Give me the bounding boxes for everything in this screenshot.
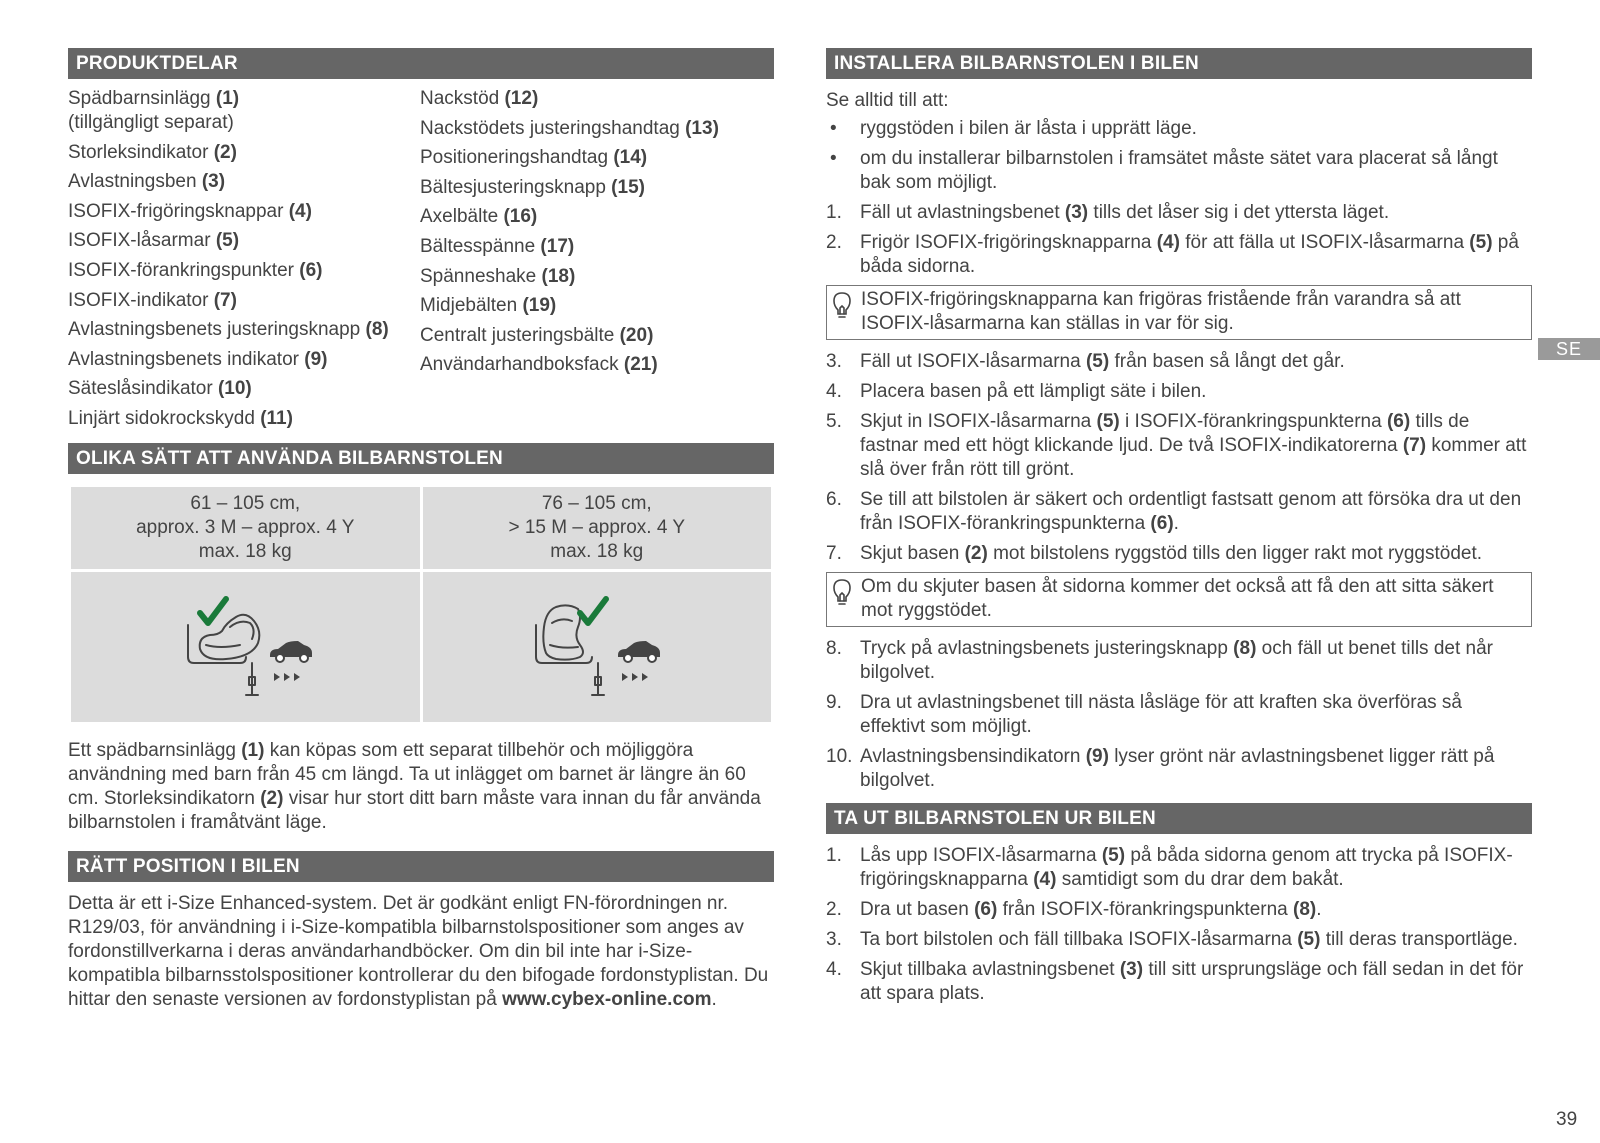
car-icon [618,641,660,662]
part-name: Axelbälte [420,206,504,228]
part-number: (15) [611,176,645,198]
part-number: (7) [213,289,237,311]
step-item [826,410,1532,482]
text-fragment: Lås upp ISOFIX-låsarmarna [860,845,1102,866]
part-number: (20) [619,324,654,346]
step-text [860,691,1532,739]
part-item [420,235,774,259]
usage-size: 76 – 105 cm, [541,492,652,514]
step-text [860,745,1532,793]
step-number: 2. [826,232,842,253]
note-isofix-release [826,285,1532,340]
text-fragment: Skjut basen [860,543,965,564]
part-number: (10) [217,378,252,400]
text-fragment: . [711,988,717,1010]
install-steps-3-7 [826,350,1532,566]
step-text [860,928,1532,952]
bold-text: (5) [1469,232,1493,253]
text-fragment: för att fälla ut ISOFIX-låsarmarna [1179,232,1470,253]
part-item [68,259,420,283]
part-number: (1) [215,88,240,109]
step-text [860,542,1532,566]
text-fragment: mot bilstolens ryggstöd tills den ligger rakt mot ryggstödet. [987,543,1483,564]
step-item [826,898,1532,922]
step-text [860,488,1532,536]
bold-text: (3) [1119,959,1144,980]
part-name: Midjebälten [420,295,523,317]
step-number: 5. [826,411,842,432]
bold-text: (8) [1233,638,1257,659]
part-name: Avlastningsben [68,171,202,193]
part-item [420,176,774,200]
car-icon [270,641,312,662]
direction-arrows-icon [274,673,300,681]
text-fragment: på båda sidorna. [860,232,1519,277]
bold-text: (7) [1402,435,1427,456]
step-number: 1. [826,845,842,866]
usage-cell-rearward-text [70,485,422,570]
part-number: (17) [540,235,575,257]
part-item [420,87,774,111]
section-header-ta-ut: TA UT BILBARNSTOLEN UR BILEN [826,803,1532,834]
install-steps-8-10 [826,637,1532,793]
part-name: Bältesjusteringsknapp [420,176,612,198]
usage-age: approx. 3 M – approx. 4 Y [136,516,355,538]
step-item [826,958,1532,1006]
part-item [68,289,420,313]
part-number: (12) [504,88,539,109]
rearward-facing-seat-illustration [170,587,320,707]
part-item [68,348,420,372]
note-side-push [826,572,1532,627]
step-number: 4. [826,959,842,980]
step-item [826,637,1532,685]
usage-cell-forward-text [421,485,773,570]
text-fragment: och fäll ut benet tills det når bilgolvet. [860,638,1493,683]
bold-text: (5) [1297,929,1321,950]
bold-text: (2) [260,787,284,809]
text-fragment: till deras transportläge. [1320,929,1518,950]
text-fragment: Skjut tillbaka avlastningsbenet [860,959,1120,980]
part-name: Spädbarnsinlägg [68,88,216,109]
part-number: (2) [213,141,237,163]
step-item [826,745,1532,793]
lightbulb-icon [831,288,861,336]
part-name: Nackstödets justeringshandtag [420,117,686,139]
part-name: ISOFIX-förankringspunkter [68,259,300,281]
step-number: 3. [826,351,842,372]
step-number: 8. [826,638,842,659]
part-item [420,205,774,229]
step-text [860,410,1532,482]
step-number: 2. [826,899,842,920]
part-number: (21) [623,354,658,376]
step-text [860,231,1532,279]
part-item [68,141,420,165]
text-fragment: Avlastningsbensindikatorn [860,746,1086,767]
note-text: Om du skjuter basen åt sidorna kommer det också att få den att sitta säkert mot ryggstödet. [861,576,1494,621]
text-fragment: Skjut in ISOFIX-låsarmarna [860,411,1097,432]
text-fragment: visar hur stort ditt barn måste vara innan du får använda bilbarnstolen i framåtvänt läge. [68,787,761,833]
part-item [68,87,420,135]
bold-text: (9) [1085,746,1109,767]
parts-list [68,87,774,437]
note-text: ISOFIX-frigöringsknapparna kan frigöras fristående från varandra så att ISOFIX-låsarmarna kan ställas in var för sig. [861,289,1461,334]
part-number: (14) [613,147,648,169]
part-item [68,170,420,194]
step-item [826,928,1532,952]
step-number: 4. [826,381,842,402]
text-fragment: till sitt ursprungsläge och fäll sedan in det för att spara plats. [860,959,1524,1004]
bold-text: www.cybex-online.com [502,988,712,1010]
parts-column-1 [68,87,420,437]
text-fragment: tills de fastnar med ett högt klickande ljud. De två ISOFIX-indikatorerna [860,411,1470,456]
step-item [826,488,1532,536]
part-item [420,324,774,348]
part-item [420,146,774,170]
section-header-produktdelar: PRODUKTDELAR [68,48,774,79]
part-item [68,318,420,342]
bold-text: (3) [1064,202,1089,223]
bullet-text [860,147,1532,195]
direction-arrows-icon [622,673,648,681]
step-text [860,637,1532,685]
usage-cell-forward-image [421,570,773,723]
removal-steps [826,844,1532,1006]
text-fragment: i ISOFIX-förankringspunkterna [1119,411,1387,432]
part-item [68,200,420,224]
install-steps-1-2 [826,201,1532,279]
bold-text: (8) [1293,899,1317,920]
usage-table [68,484,774,725]
step-number: 9. [826,692,842,713]
part-number: (11) [260,407,293,429]
text-fragment: kommer att slå över från rött till grönt. [860,435,1527,480]
step-number: 10. [826,746,853,767]
text-fragment: kan köpas som ett separat tillbehör och möjliggöra användning med barn från 45 cm längd. Ta ut inlägget om barnet är längre än 60 cm. Storleksindikatorn [68,739,746,809]
text-fragment: Placera basen på ett lämpligt säte i bilen. [860,381,1207,402]
bullet-text [860,117,1532,141]
step-number: 7. [826,543,842,564]
part-name: Linjärt sidokrockskydd [68,407,261,429]
step-text [860,898,1532,922]
bold-text: (2) [964,543,988,564]
part-name: Användarhandboksfack [420,354,624,376]
left-column [68,48,774,1012]
text-fragment: på båda sidorna genom att trycka på ISOFIX-frigöringsknapparna [860,845,1513,890]
bold-text: (5) [1085,351,1110,372]
bullet-item [826,117,1532,141]
text-fragment: lyser grönt när avlastningsbenet ligger rätt på bilgolvet. [860,746,1495,791]
install-bullets [826,117,1532,195]
part-number: (4) [288,200,312,222]
parts-column-2 [420,87,774,437]
bold-text: (4) [1033,869,1057,890]
part-number: (5) [215,230,240,252]
step-item [826,844,1532,892]
part-number: (6) [299,259,323,281]
usage-age: > 15 M – approx. 4 Y [508,516,686,538]
step-item [826,380,1532,404]
bold-text: (5) [1101,845,1126,866]
text-fragment: från ISOFIX-förankringspunkterna [997,899,1293,920]
part-item [420,265,774,289]
text-fragment: om du installerar bilbarnstolen i framsätet måste sätet vara placerat så långt bak som möjligt. [860,148,1498,193]
text-fragment: Tryck på avlastningsbenets justeringsknapp [860,638,1234,659]
section-header-installera: INSTALLERA BILBARNSTOLEN I BILEN [826,48,1532,79]
part-name: ISOFIX-frigöringsknappar [68,200,289,222]
part-item [68,407,420,431]
step-text [860,958,1532,1006]
part-item [420,294,774,318]
forward-facing-seat-illustration [522,587,672,707]
part-item [68,229,420,253]
text-fragment: . [1316,899,1322,920]
text-fragment: Fäll ut avlastningsbenet [860,202,1065,223]
usage-weight: max. 18 kg [198,540,292,562]
right-column [826,48,1532,1012]
text-fragment: Dra ut avlastningsbenet till nästa låsläge för att kraften ska överföras så effektivt som möjligt. [860,692,1462,737]
text-fragment: tills det låser sig i det yttersta läget. [1088,202,1390,223]
step-text [860,350,1532,374]
text-fragment: samtidigt som du drar dem bakåt. [1056,869,1344,890]
bold-text: (6) [1386,411,1411,432]
bold-text: (5) [1096,411,1120,432]
step-number: 6. [826,489,842,510]
usage-size: 61 – 105 cm, [190,492,301,514]
page-number: 39 [1556,1109,1578,1130]
step-text [860,201,1532,225]
text-fragment: från basen så långt det går. [1109,351,1345,372]
section-header-olika: OLIKA SÄTT ATT ANVÄNDA BILBARNSTOLEN [68,443,774,474]
part-item [420,117,774,141]
text-fragment: Se till att bilstolen är säkert och ordentligt fastsatt genom att försöka dra ut den från ISOFIX-förankringspunkterna [860,489,1522,534]
part-number: (13) [685,117,719,139]
bold-text: (4) [1156,232,1180,253]
step-item [826,691,1532,739]
part-name: Centralt justeringsbälte [420,324,620,346]
part-name: Avlastningsbenets justeringsknapp [68,319,366,341]
part-number: (8) [365,319,389,341]
part-number: (9) [304,348,328,370]
step-text [860,380,1532,404]
step-text [860,844,1532,892]
bullet-marker: • [830,118,837,139]
text-fragment: Detta är ett i-Size Enhanced-system. Det är godkänt enligt FN-förordningen nr. R129/03, för användning i i-Size-kompatibla bilbarnstolspositioner som anges av fordonstillverkarna i deras användarhandböcker. Om din bil inte har i-Size-kompatibla bilbarnsstolspositioner kontrollerar du den bifogade fordonstyplistan. Du hittar den senaste versionen av fordonstyplistan på [68,892,769,1010]
part-name: Bältesspänne [420,235,541,257]
text-fragment: ryggstöden i bilen är låsta i upprätt läge. [860,118,1197,139]
section-header-ratt-position: RÄTT POSITION I BILEN [68,851,774,882]
part-name: ISOFIX-låsarmar [68,230,216,252]
step-number: 1. [826,202,842,223]
part-item [68,377,420,401]
step-item [826,350,1532,374]
part-name: Spänneshake [420,265,542,287]
text-fragment: Ett spädbarnsinlägg [68,739,242,761]
part-name: Positioneringshandtag [420,147,614,169]
text-fragment: . [1173,513,1179,534]
isize-paragraph [68,892,774,1012]
checkmark-icon [580,599,606,623]
part-name: Nackstöd [420,88,505,109]
step-number: 3. [826,929,842,950]
part-number: (18) [541,265,576,287]
part-item [420,353,774,377]
part-name: Säteslåsindikator [68,378,218,400]
usage-cell-rearward-image [70,570,422,723]
part-number: (3) [201,171,226,193]
bold-text: (1) [241,739,265,761]
text-fragment: Fäll ut ISOFIX-låsarmarna [860,351,1086,372]
bullet-marker: • [830,148,837,169]
part-name: Storleksindikator [68,141,214,163]
step-item [826,231,1532,279]
bold-text: (6) [1150,513,1174,534]
step-item [826,542,1532,566]
usage-weight: max. 18 kg [550,540,644,562]
part-number: (16) [503,206,538,228]
part-number: (19) [522,295,557,317]
install-intro: Se alltid till att: [826,90,949,111]
text-fragment: Ta bort bilstolen och fäll tillbaka ISOFIX-låsarmarna [860,929,1298,950]
bold-text: (6) [974,899,998,920]
part-note: (tillgängligt separat) [68,112,234,133]
lightbulb-icon [831,575,861,623]
part-name: Avlastningsbenets indikator [68,348,305,370]
infant-insert-paragraph [68,739,774,835]
text-fragment: Frigör ISOFIX-frigöringsknapparna [860,232,1157,253]
step-item [826,201,1532,225]
part-name: ISOFIX-indikator [68,289,214,311]
bullet-item [826,147,1532,195]
language-tab: SE [1538,338,1600,360]
checkmark-icon [200,599,226,623]
text-fragment: Dra ut basen [860,899,975,920]
